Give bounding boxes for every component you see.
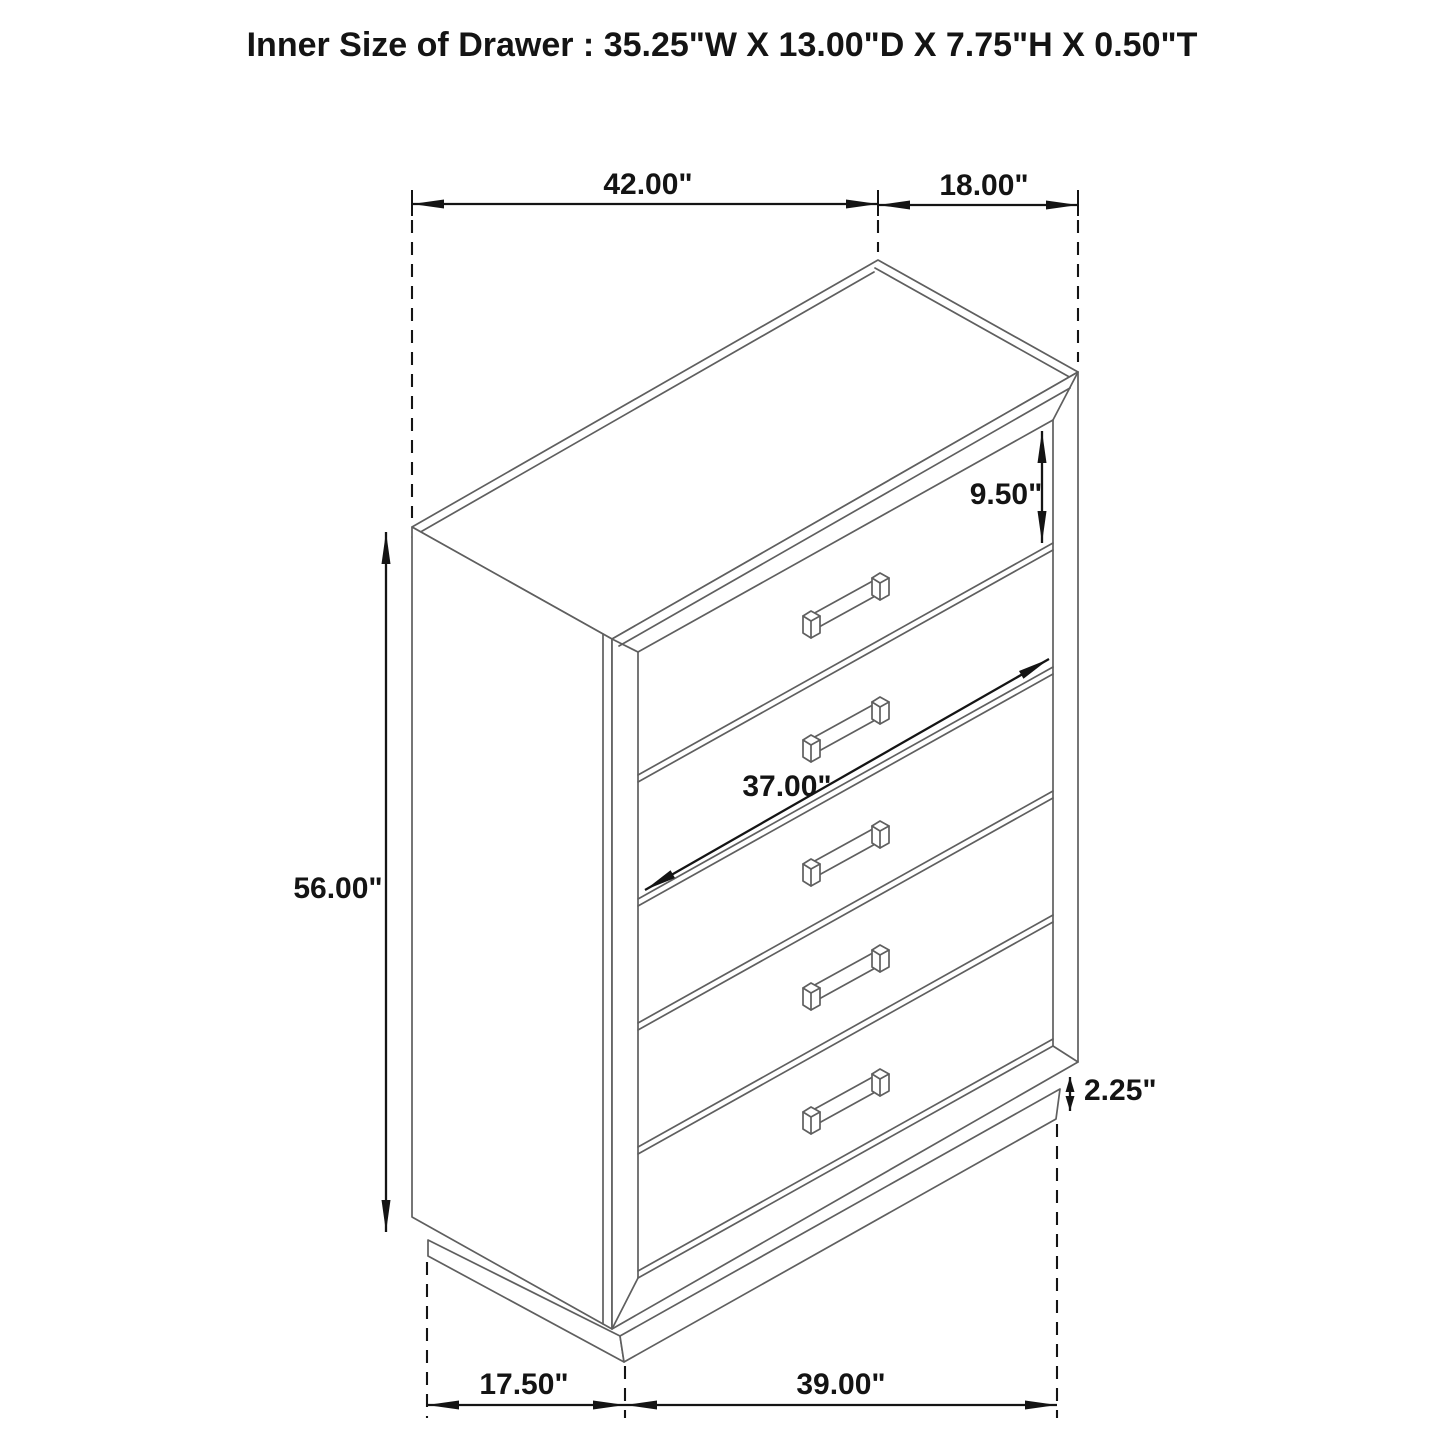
left-side-panel [412, 527, 612, 1329]
drawing-title: Inner Size of Drawer : 35.25"W X 13.00"D X 7.75"H X 0.50"T [246, 26, 1198, 64]
dim-label-overall-height: 56.00" [293, 872, 383, 905]
dim-label-top-width: 42.00" [603, 168, 693, 201]
dim-label-bottom-depth: 17.50" [479, 1368, 569, 1401]
dim-label-drawer-width: 37.00" [742, 770, 832, 803]
dimension-overall-height [293, 532, 386, 1232]
chest-drawing [412, 260, 1078, 1362]
dim-label-drawer-height: 9.50" [969, 478, 1043, 511]
dim-label-top-depth: 18.00" [939, 169, 1029, 202]
dim-label-bottom-width: 39.00" [796, 1368, 886, 1401]
dimension-base-height [1070, 1074, 1157, 1111]
dim-label-base-height: 2.25" [1084, 1074, 1157, 1107]
